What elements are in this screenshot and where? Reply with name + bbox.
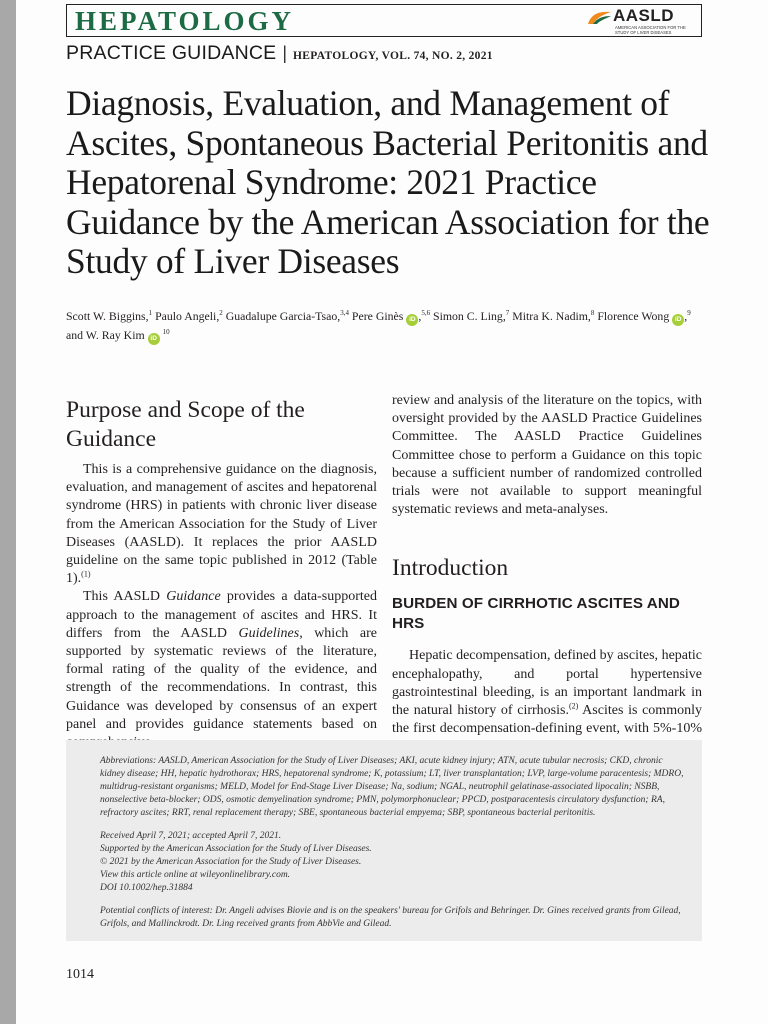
section-label: PRACTICE GUIDANCE — [66, 42, 277, 64]
subhead-separator: | — [282, 43, 288, 63]
volume-info: HEPATOLOGY, VOL. 74, NO. 2, 2021 — [293, 50, 493, 62]
orcid-icon[interactable]: iD — [406, 314, 418, 326]
aasld-logo — [587, 6, 695, 36]
online-note: View this article online at wileyonlinelibrary.com. — [100, 870, 291, 880]
page-number: 1014 — [66, 967, 94, 982]
author-affiliation: 10 — [162, 328, 170, 337]
author-affiliation: 2 — [219, 309, 223, 318]
logo-wordmark: AASLD — [613, 6, 675, 25]
author-name: Mitra K. Nadim, — [512, 309, 591, 323]
aasld-leaf-icon — [587, 10, 613, 26]
author-name: Pere Ginès — [351, 309, 404, 323]
paragraph-text: This AASLD — [83, 589, 167, 605]
paragraph — [66, 588, 377, 752]
paragraph-text: provides a data-supported approach to the management of ascites and HRS. It differs from the AASLD — [66, 589, 377, 641]
author-list: Scott W. Biggins,$^1$ Paulo Angeli,$^2$ Guadalupe Garcia-Tsao,$^{3,4}$ Pere Ginès iD ,$^{5,6}$ Simon C. Ling,$^7$ Mitra K. Nadim,$^8$ Florence Wong iD ,$^9$ and W. Ray Kim iD $^{10}$ — [66, 307, 706, 345]
paragraph-text: This is a comprehensive guidance on the diagnosis, evaluation, and management of ascites and hepatorenal syndrome (HRS) in patients with chronic liver disease from the American Association for the Study of Liver Diseases (AASLD). It replaces the prior AASLD guideline on the same topic published in 2012 (Table 1). — [66, 462, 377, 587]
subsection-heading: BURDEN OF CIRRHOTIC ASCITES AND HRS — [392, 595, 681, 633]
conflicts-note: Potential conflicts of interest: Dr. Angeli advises Biovie and is on the speakers' bureau for Grifols and Behringer. Dr. Gines received grants from Gilead, Grifols, and Mallinckrodt. Dr. Ling received grants from AbbVie and Gilead. — [100, 906, 681, 929]
paragraph: review and analysis of the literature on the topics, with oversight provided by the AASLD Practice Guidelines Committee. The AASLD Practice Guidelines Committee chose to perform a Guidance on this topic because a sufficient number of randomized controlled trials were not available to support meaningful systematic reviews and meta-analyses. — [392, 393, 702, 518]
author-name: Florence Wong — [597, 309, 670, 323]
article-title: Diagnosis, Evaluation, and Management of Ascites, Spontaneous Bacterial Peritonitis and Hepatorenal Syndrome: 2021 Practice Guidance by the American Association for the Study of Liver Diseases — [66, 83, 710, 281]
logo-subtitle: AMERICAN ASSOCIATION FOR THE STUDY OF LIVER DISEASES — [615, 25, 686, 35]
author-affiliation: 5,6 — [421, 309, 431, 318]
doi-link[interactable]: DOI 10.1002/hep.31884 — [100, 883, 193, 893]
paragraph-text: Ascites is commonly the first decompensation-defining event, with 5%-10% — [392, 703, 702, 737]
orcid-icon[interactable]: iD — [672, 314, 684, 326]
orcid-icon[interactable]: iD — [148, 333, 160, 345]
emphasis-term: Guidelines — [238, 625, 300, 641]
paragraph — [66, 461, 377, 588]
page-spine-shadow — [0, 0, 16, 1024]
emphasis-term: Guidance — [166, 589, 221, 605]
section-heading-purpose: Purpose and Scope of the Guidance — [66, 397, 305, 452]
footnote-box — [66, 740, 702, 941]
citation-ref[interactable]: (1) — [81, 569, 91, 579]
copyright-note: © 2021 by the American Association for the Study of Liver Diseases. — [100, 857, 362, 867]
author-affiliation: 7 — [505, 309, 510, 318]
author-name: and W. Ray Kim — [66, 328, 145, 342]
author-affiliation: 1 — [148, 309, 153, 318]
support-note: Supported by the American Association for the Study of Liver Diseases. — [100, 844, 372, 854]
author-affiliation: 9 — [687, 309, 691, 318]
citation-ref[interactable]: (2) — [568, 701, 579, 711]
author-affiliation: 8 — [590, 309, 595, 318]
journal-name: HEPATOLOGY — [75, 6, 295, 36]
left-column — [66, 396, 377, 752]
paragraph-text: Hepatic decompensation, defined by ascites, hepatic encephalopathy, and portal hypertensive gastrointestinal bleeding, is an important landmark in the natural history of cirrhosis. — [392, 648, 702, 719]
author-name: Paulo Angeli, — [155, 309, 220, 323]
author-name: Scott W. Biggins, — [66, 309, 149, 323]
paragraph-text: , which are supported by systematic reviews of the literature, formal rating of the quality of the evidence, and strength of the recommendations. In contrast, this Guidance was developed by consensus of an expert panel and provides guidance statements based on — [66, 625, 378, 732]
section-heading-introduction: Introduction — [392, 555, 509, 582]
author-name: Guadalupe Garcia-Tsao, — [225, 309, 341, 323]
article-subhead — [66, 42, 493, 65]
journal-masthead — [66, 4, 702, 37]
abbreviations-note: Abbreviations: AASLD, American Association for the Study of Liver Diseases; AKI, acute kidney injury; ATN, acute tubular necrosis; CKD, chronic kidney disease; HH, hepatic hydrothorax; HRS, hepatorenal syndrome; K, potassium; LT, liver transplantation; LVP, large-volume paracentesis; MDRO, multidrug-resistant organisms; MELD, Model for End-Stage Liver Disease; Na, sodium; NGAL, neutrophil gelatinase-associated lipocalin; NSBB, nonselective beta-blocker; ODS, osmotic demyelination syndrome; PMN, polymorphonuclear; PPCD, postparacentesis circulatory dysfunction; RA, refractory ascites; RRT, renal replacement therapy; SBE, spontaneous bacterial empyema; SBP, spontaneous bacterial peritonitis. — [100, 756, 684, 818]
received-date: Received April 7, 2021; accepted April 7, 2021. — [100, 831, 282, 841]
right-column — [392, 392, 702, 757]
author-name: Simon C. Ling, — [433, 309, 506, 323]
author-affiliation: 3,4 — [340, 309, 349, 318]
